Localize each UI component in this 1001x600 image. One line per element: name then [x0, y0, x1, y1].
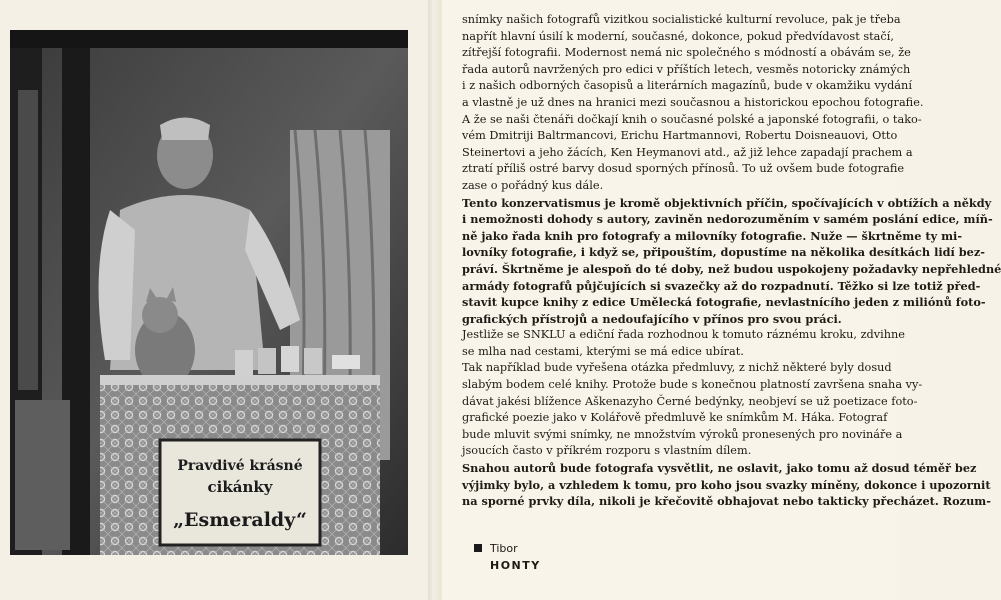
bold-text-line: Tento konzervatismus je kromě objektivních příčin, spočívajících v obtížích a někdy	[462, 195, 992, 210]
text-line: dávat jakési blížence Aškenazyho Černé bedýnky, neobjeví se už poetizace foto-	[462, 394, 918, 408]
bold-text-line: lovníky fotografie, i když se, připouštím, dopustíme na několika desítkách lidí bez-	[462, 245, 985, 260]
sign-line-2: cikánky	[207, 478, 273, 496]
text-line: Steinertovi a jeho žácích, Ken Heymanovi atd., až již lehce zapadají prachem a	[462, 145, 913, 159]
left-page	[0, 0, 428, 600]
author-signature	[474, 540, 541, 574]
bold-text-line: i nemožnosti dohody s autory, zaviněn nedorozuměním v samém poslání edice, míň-	[462, 212, 993, 227]
text-line: slabým bodem celé knihy. Protože bude s konečnou platností završena snaha vy-	[462, 378, 923, 392]
text-line: bude mluvit svými snímky, ne množstvím výroků pronesených pro novináře a	[462, 427, 903, 441]
text-line: vém Dmitriji Baltrmancovi, Erichu Hartmannovi, Robertu Doisneauovi, Otto	[462, 129, 898, 143]
text-line: Jestliže se SNKLU a ediční řada rozhodnou k tomuto ráznému kroku, zdvihne	[462, 328, 905, 342]
photograph-fortune-teller	[10, 30, 408, 555]
text-line: napřít hlavní úsilí k moderní, současné, dokonce, pokud předvídavost stačí,	[462, 29, 894, 43]
text-line: se mlha nad cestami, kterými se má edice ubírat.	[462, 344, 744, 358]
book-gutter	[428, 0, 442, 600]
text-line: snímky našich fotografů vizitkou socialistické kulturní revoluce, pak je třeba	[462, 13, 901, 26]
article-text	[462, 12, 1001, 510]
text-line: zítřejší fotografii. Modernost nemá nic společného s módností a obávám se, že	[462, 46, 911, 60]
text-line: zase o pořádný kus dále.	[462, 178, 604, 192]
text-line: Tak například bude vyřešena otázka předmluvy, z nichž některé byly dosud	[462, 361, 892, 375]
text-line: a vlastně je už dnes na hranici mezi současnou a historickou epochou fotografie.	[462, 95, 924, 109]
bold-text-line: práví. Škrtněme je alespoň do té doby, než budou uspokojeny požadavky nepřehledné	[462, 261, 1001, 276]
sign-line-3: „Esmeraldy“	[173, 509, 307, 531]
text-line: A že se naši čtenáři dočkají knih o současné polské a japonské fotografii, o tako-	[462, 112, 922, 126]
photo-illustration	[10, 30, 408, 555]
bold-text-line: výjimky bylo, a vzhledem k tomu, pro koho jsou svazky míněny, dokonce i upozornit	[462, 477, 991, 492]
author-surname: HONTY	[490, 559, 541, 572]
bold-text-line: stavit kupce knihy z edice Umělecká fotografie, nevlastnícího jeden z miliónů foto-	[462, 295, 986, 310]
sign-line-1: Pravdivé krásné	[177, 458, 303, 474]
bold-text-line: armády fotografů půjčujících si svazečky až do rozpadnutí. Těžko si lze totiž před-	[462, 278, 981, 293]
right-page	[442, 0, 1001, 600]
text-line: ztratí příliš ostré barvy dosud sporných přínosů. To už ovšem bude fotografie	[462, 162, 905, 176]
square-bullet-icon	[474, 544, 482, 552]
bold-text-line: ně jako řada knih pro fotografy a milovníky fotografie. Nuže — škrtněme ty mi-	[462, 228, 963, 243]
bold-text-line: grafických přístrojů a nedoufajícího v přínos pro svou práci.	[462, 311, 842, 326]
text-line: i z našich odborných časopisů a literárních magazínů, bude v okamžiku vydání	[462, 79, 912, 93]
text-line: jsoucích často v příkrém rozporu s vlastním dílem.	[462, 444, 752, 458]
bold-text-line: Snahou autorů bude fotografa vysvětlit, ne oslavit, jako tomu až dosud téměř bez	[462, 461, 977, 476]
bold-text-line: na sporné prvky díla, nikoli je křečovitě obhajovat nebo takticky přecházet. Rozum-	[462, 494, 991, 509]
author-first-name: Tibor	[490, 542, 518, 555]
text-line: grafické poezie jako v Kolářově předmluvě ke snímkům M. Háka. Fotograf	[462, 411, 888, 425]
text-line: řada autorů navržených pro edici v příštích letech, vesměs notoricky známých	[462, 62, 911, 76]
